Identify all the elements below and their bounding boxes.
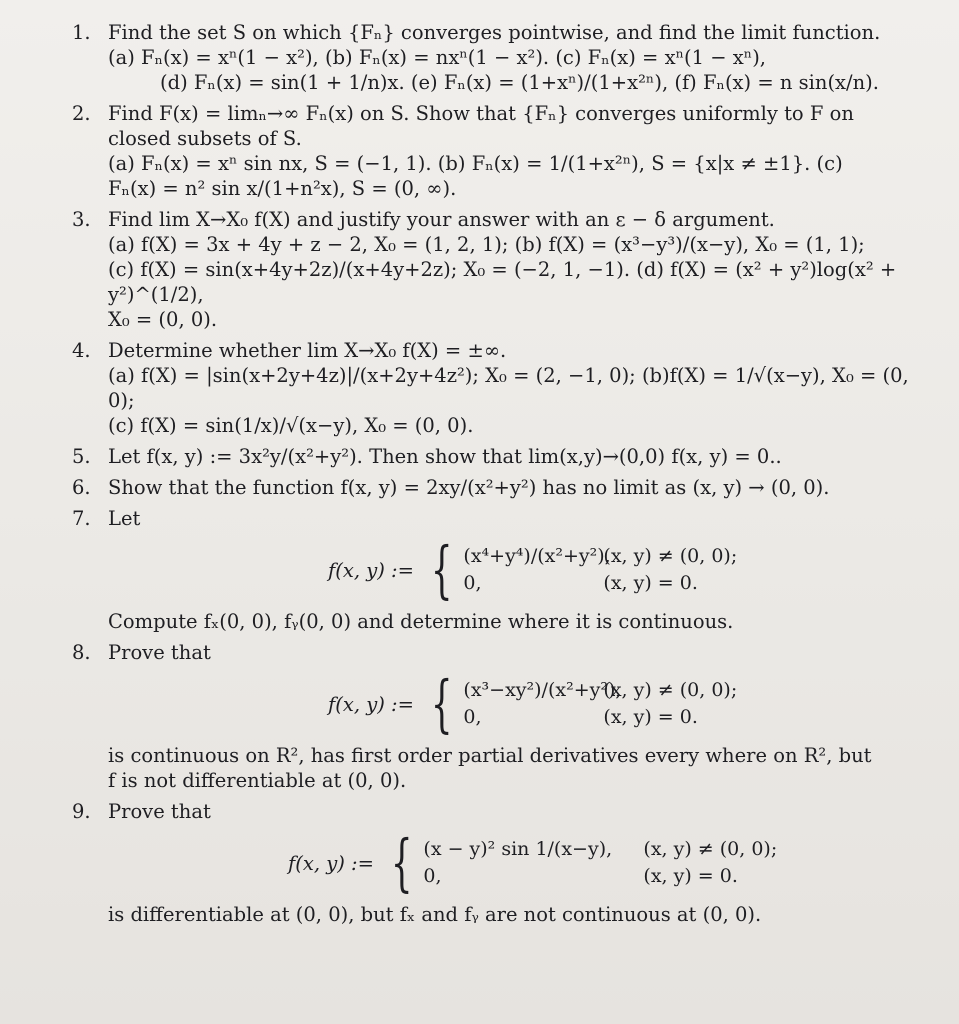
- left-brace: {: [390, 826, 413, 899]
- problem-number: 3.: [72, 208, 91, 231]
- function-lhs: f(x, y) :=: [328, 558, 414, 582]
- case-condition: (x, y) = 0.: [603, 572, 698, 594]
- case-condition: (x, y) ≠ (0, 0);: [643, 838, 778, 860]
- function-lhs: f(x, y) :=: [288, 851, 374, 875]
- case-expression: 0,: [423, 865, 442, 887]
- problem-text: is continuous on R², has first order partial derivatives every where on R², but: [108, 744, 872, 767]
- case-condition: (x, y) = 0.: [603, 706, 698, 728]
- problem-text: closed subsets of S.: [108, 127, 302, 150]
- problem-text: (a) f(X) = 3x + 4y + z − 2, X₀ = (1, 2, 1); (b) f(X) = (x³−y³)/(x−y), X₀ = (1, 1);: [108, 233, 865, 256]
- left-brace: {: [430, 533, 453, 606]
- piecewise-definition: [328, 533, 919, 606]
- problem-text: Find F(x) = limₙ→∞ Fₙ(x) on S. Show that {Fₙ} converges uniformly to F on: [108, 102, 854, 125]
- problem-text: Let f(x, y) := 3x²y/(x²+y²). Then show that lim(x,y)→(0,0) f(x, y) = 0..: [108, 445, 782, 468]
- problem-text: (a) Fₙ(x) = xⁿ(1 − x²), (b) Fₙ(x) = nxⁿ(1 − x²). (c) Fₙ(x) = xⁿ(1 − xⁿ),: [108, 46, 767, 69]
- problem-text: (d) Fₙ(x) = sin(1 + 1/n)x. (e) Fₙ(x) = (1+xⁿ)/(1+x²ⁿ), (f) Fₙ(x) = n sin(x/n).: [160, 71, 879, 94]
- problem-1: [72, 20, 919, 95]
- problem-4: [72, 338, 919, 438]
- problem-number: 8.: [72, 641, 91, 664]
- case-expression: 0,: [463, 572, 482, 594]
- problem-number: 7.: [72, 507, 91, 530]
- problem-6: [72, 475, 919, 500]
- problem-text: X₀ = (0, 0).: [108, 308, 218, 331]
- problem-number: 4.: [72, 339, 91, 362]
- problem-text: is differentiable at (0, 0), but fₓ and fᵧ are not continuous at (0, 0).: [108, 903, 762, 926]
- problem-text: Let: [108, 507, 141, 530]
- piecewise-definition: [328, 667, 919, 740]
- cases-grid: [423, 837, 863, 889]
- problem-number: 9.: [72, 800, 91, 823]
- problem-2: [72, 101, 919, 201]
- left-brace: {: [430, 667, 453, 740]
- problem-number: 5.: [72, 445, 91, 468]
- problem-8: [72, 640, 919, 793]
- case-condition: (x, y) ≠ (0, 0);: [603, 679, 738, 701]
- problem-text: Fₙ(x) = n² sin x/(1+n²x), S = (0, ∞).: [108, 177, 457, 200]
- problem-text: (a) f(X) = |sin(x+2y+4z)|/(x+2y+4z²); X₀ = (2, −1, 0); (b)f(X) = 1/√(x−y), X₀ = (0, 0);: [108, 364, 909, 412]
- problem-text: Prove that: [108, 641, 211, 664]
- problem-text: Show that the function f(x, y) = 2xy/(x²+y²) has no limit as (x, y) → (0, 0).: [108, 476, 830, 499]
- cases-grid: [463, 678, 823, 730]
- problem-text: Find the set S on which {Fₙ} converges pointwise, and find the limit function.: [108, 21, 881, 44]
- piecewise-definition: [288, 826, 919, 899]
- problem-text: Prove that: [108, 800, 211, 823]
- problem-text: Determine whether lim X→X₀ f(X) = ±∞.: [108, 339, 507, 362]
- problem-7: [72, 506, 919, 634]
- case-condition: (x, y) = 0.: [643, 865, 738, 887]
- case-condition: (x, y) ≠ (0, 0);: [603, 545, 738, 567]
- problem-9: [72, 799, 919, 927]
- case-expression: (x⁴+y⁴)/(x²+y²),: [463, 545, 611, 567]
- problem-text: (c) f(X) = sin(x+4y+2z)/(x+4y+2z); X₀ = (−2, 1, −1). (d) f(X) = (x² + y²)log(x² + y²)^(1/2),: [108, 258, 897, 306]
- problem-5: [72, 444, 919, 469]
- problem-number: 6.: [72, 476, 91, 499]
- case-expression: (x − y)² sin 1/(x−y),: [423, 838, 613, 860]
- problem-text: (c) f(X) = sin(1/x)/√(x−y), X₀ = (0, 0).: [108, 414, 474, 437]
- function-lhs: f(x, y) :=: [328, 692, 414, 716]
- problem-text: Find lim X→X₀ f(X) and justify your answer with an ε − δ argument.: [108, 208, 775, 231]
- problem-text: Compute fₓ(0, 0), fᵧ(0, 0) and determine where it is continuous.: [108, 610, 734, 633]
- problem-number: 2.: [72, 102, 91, 125]
- problem-text: f is not differentiable at (0, 0).: [108, 769, 407, 792]
- cases-grid: [463, 544, 823, 596]
- case-expression: 0,: [463, 706, 482, 728]
- problem-text: (a) Fₙ(x) = xⁿ sin nx, S = (−1, 1). (b) Fₙ(x) = 1/(1+x²ⁿ), S = {x|x ≠ ±1}. (c): [108, 152, 843, 175]
- case-expression: (x³−xy²)/(x²+y²),: [463, 679, 622, 701]
- problem-3: [72, 207, 919, 332]
- problem-number: 1.: [72, 21, 91, 44]
